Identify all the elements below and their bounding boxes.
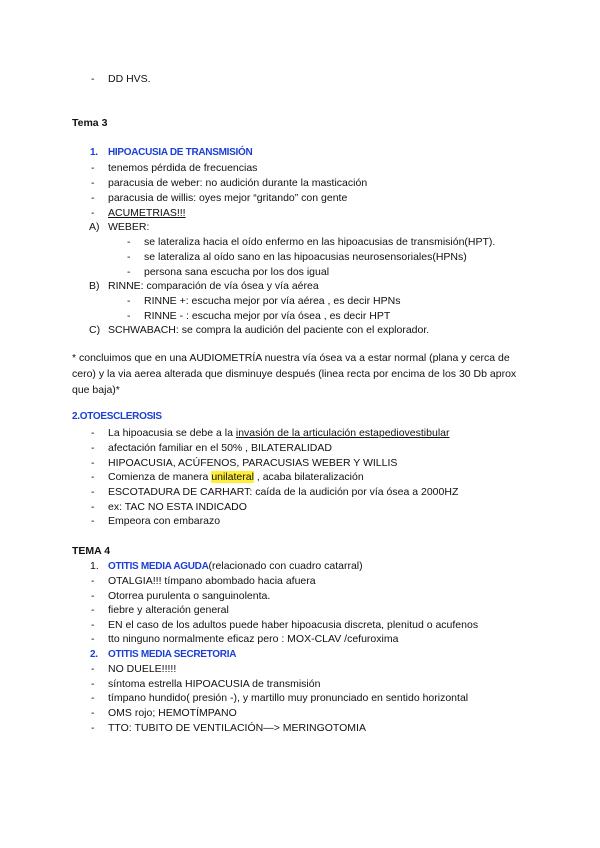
list-item: Empeora con embarazo [108, 515, 221, 527]
sub-list-item: se lateraliza hacia el oído enfermo en las hipoacusias de transmisión(HPT). [144, 236, 496, 248]
list-item: TTO: TUBITO DE VENTILACIÓN—> MERINGOTOMIA [108, 722, 366, 734]
list-item: tenemos pérdida de frecuencias [108, 162, 258, 174]
list-item: HIPOACUSIA, ACÚFENOS, PARACUSIAS WEBER Y WILLIS [108, 457, 398, 469]
bullet: - [91, 162, 95, 174]
bullet: - [91, 442, 95, 454]
list-item: OMS rojo; HEMOTÍMPANO [108, 707, 237, 719]
audiometria-note: * concluimos que en una AUDIOMETRÍA nuestra vía ósea va a estar normal (plana y cerca de cero) y la via aerea alterada que disminuye después (linea recta por encima de los 30 Db aprox que baja)* [72, 352, 517, 396]
list-item-text: Comienza de manera [108, 471, 212, 483]
section-title-suffix: (relacionado con cuadro catarral) [208, 560, 363, 572]
list-item: paracusia de willis: oyes mejor “gritando” con gente [108, 192, 348, 204]
bullet: - [91, 471, 95, 483]
list-item-text: La hipoacusia se debe a la [108, 427, 236, 439]
sub-list-item: RINNE +: escucha mejor por vía aérea , es decir HPNs [144, 295, 401, 307]
bullet: - [91, 177, 95, 189]
sub-list-item: RINNE - : escucha mejor por vía ósea , es decir HPT [144, 310, 391, 322]
list-item: ex: TAC NO ESTA INDICADO [108, 501, 247, 513]
list-item: OTALGIA!!! tímpano abombado hacia afuera [108, 575, 316, 587]
list-item-underlined: ACUMETRIAS!!! [108, 207, 186, 219]
list-item: fiebre y alteración general [108, 604, 229, 616]
enum-label-b: B) [89, 280, 100, 292]
bullet: - [91, 515, 95, 527]
bullet: - [91, 207, 95, 219]
list-item: tto ninguno normalmente eficaz pero : MOX-CLAV /cefuroxima [108, 633, 399, 645]
bullet: - [91, 427, 95, 439]
section-number: 2. [90, 649, 98, 660]
bullet: - [127, 236, 131, 248]
list-item: EN el caso de los adultos puede haber hipoacusia discreta, plenitud o acufenos [108, 619, 479, 631]
section-heading-otoesclerosis: 2.OTOESCLEROSIS [72, 411, 162, 422]
bullet: - [91, 457, 95, 469]
bullet: - [91, 707, 95, 719]
enum-label-a: A) [89, 221, 100, 233]
enum-label-c: C) [89, 324, 101, 336]
underlined-text: invasión de la articulación estapediovestibular [235, 427, 450, 439]
list-item: afectación familiar en el 50% , BILATERALIDAD [108, 442, 332, 454]
tema3-heading: Tema 3 [72, 117, 108, 129]
list-item: paracusia de weber: no audición durante la masticación [108, 177, 368, 189]
bullet: - [91, 192, 95, 204]
list-item-text: , acaba bilateralización [253, 471, 364, 483]
bullet: - [91, 722, 95, 734]
bullet: - [91, 486, 95, 498]
highlighted-text: unilateral [211, 471, 254, 483]
sub-list-item: se lateraliza al oído sano en las hipoacusias neurosensoriales(HPNs) [144, 251, 467, 263]
enum-item-schwabach: SCHWABACH: se compra la audición del paciente con el explorador. [108, 324, 430, 336]
bullet: - [127, 266, 131, 278]
bullet: - [127, 310, 131, 322]
section-heading-otitis-aguda [108, 560, 363, 573]
bullet: - [91, 678, 95, 690]
bullet: - [91, 663, 95, 675]
list-item: NO DUELE!!!!! [108, 663, 177, 675]
bullet: - [127, 295, 131, 307]
bullet: - [91, 633, 95, 645]
bullet: - [91, 590, 95, 602]
intro-line: DD HVS. [108, 73, 151, 85]
sub-list-item: persona sana escucha por los dos igual [144, 266, 330, 278]
list-item [108, 427, 450, 440]
section-title: OTITIS MEDIA AGUDA [108, 561, 209, 572]
bullet: - [91, 604, 95, 616]
bullet: - [127, 251, 131, 263]
bullet: - [91, 692, 95, 704]
enum-item-rinne: RINNE: comparación de vía ósea y vía aérea [108, 280, 319, 292]
bullet: - [91, 501, 95, 513]
section-number: 1. [90, 147, 98, 158]
bullet: - [91, 619, 95, 631]
tema4-heading: TEMA 4 [72, 545, 111, 557]
list-item: Otorrea purulenta o sanguinolenta. [108, 590, 271, 602]
list-item: tímpano hundido( presión -), y martillo muy pronunciado en sentido horizontal [108, 692, 469, 704]
list-item: ESCOTADURA DE CARHART: caída de la audición por vía ósea a 2000HZ [108, 486, 459, 498]
section-number: 1. [90, 560, 99, 572]
enum-item-weber: WEBER: [108, 221, 150, 233]
bullet: - [91, 73, 95, 85]
list-item: síntoma estrella HIPOACUSIA de transmisión [108, 678, 321, 690]
section-heading-otitis-secretoria: OTITIS MEDIA SECRETORIA [108, 649, 237, 660]
bullet: - [91, 575, 95, 587]
list-item [108, 471, 364, 484]
section-heading-hipoacusia: HIPOACUSIA DE TRANSMISIÓN [108, 147, 253, 158]
